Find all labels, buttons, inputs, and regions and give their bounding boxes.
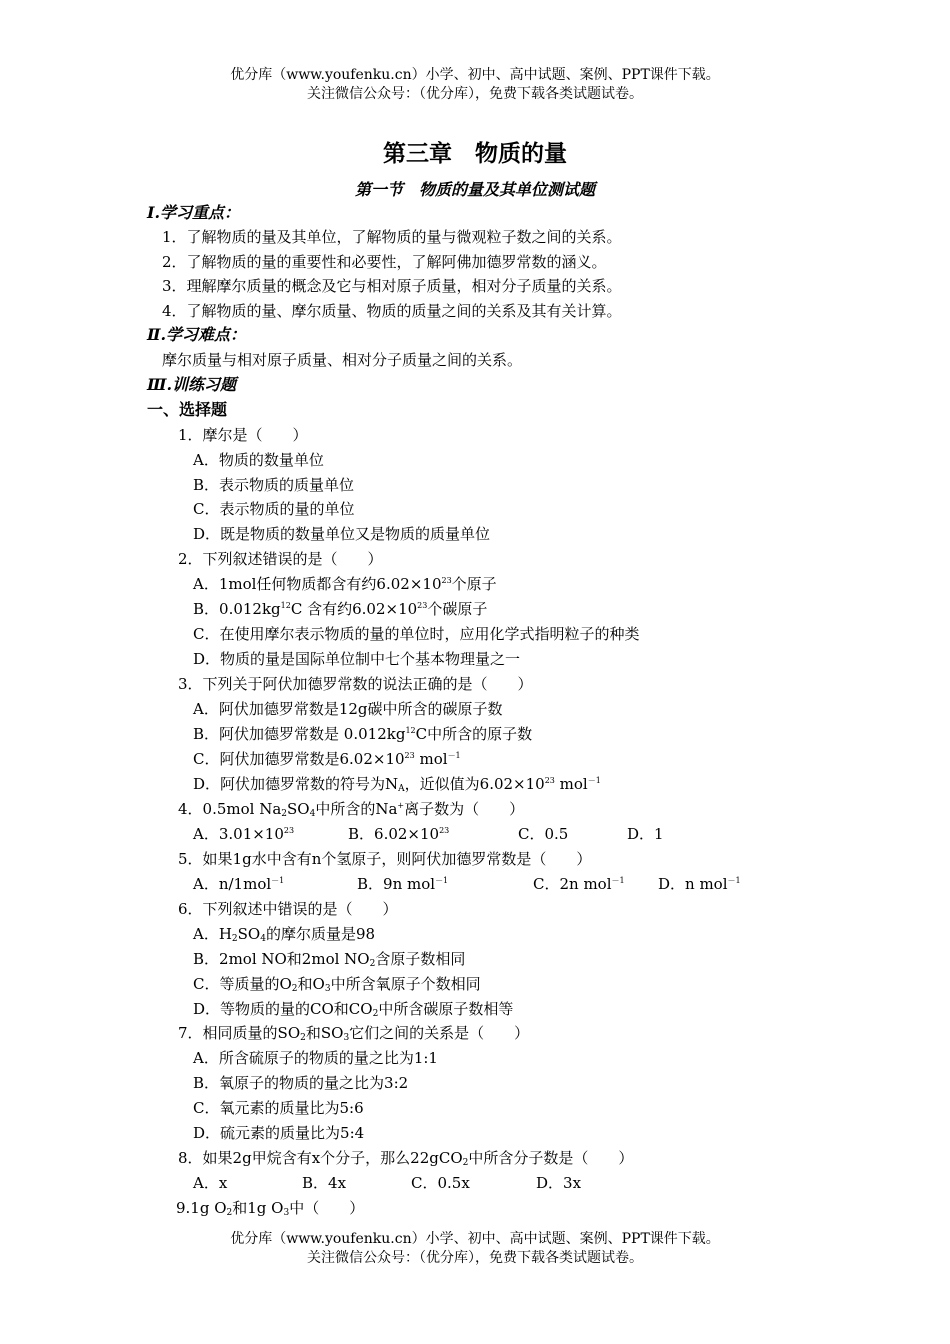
question-7-option-d: D．硫元素的质量比为5:4 [193, 1124, 365, 1142]
practice-heading: Ⅲ.训练习题 [147, 375, 237, 394]
question-6-option-a: A．$H_2SO_4$的摩尔质量是98 [193, 925, 376, 944]
question-5-option-b: B．9n mol$^{-1}$ [357, 875, 449, 893]
question-5-option-a: A．n/1mol$^{-1}$ [193, 875, 285, 893]
question-2-option-a: A．1mol任何物质都含有约$6.02\times 10^{23}$个原子 [193, 575, 497, 593]
question-9-stem: 9.1g $O_2$和1g $O_3$中（ ） [176, 1199, 365, 1218]
difficulty-text: 摩尔质量与相对原子质量、相对分子质量之间的关系。 [162, 351, 523, 369]
page-footer [0, 1230, 950, 1268]
question-1-stem: 1．摩尔是（ ） [178, 426, 308, 444]
question-8-option-d: D．3x [536, 1174, 582, 1192]
question-1-option-d: D．既是物质的数量单位又是物质的质量单位 [193, 525, 491, 543]
question-2-stem: 2．下列叙述错误的是（ ） [178, 550, 383, 568]
question-8-stem: 8．如果2g甲烷含有x个分子，那么22gCO$_2$中所含分子数是（ ） [178, 1149, 634, 1168]
question-2-option-c: C．在使用摩尔表示物质的量的单位时，应用化学式指明粒子的种类 [193, 625, 640, 643]
question-6-option-d: D．等物质的量的CO和$CO_2$中所含碳原子数相等 [193, 1000, 514, 1019]
question-5-option-c: C．2n mol$^{-1}$ [533, 875, 625, 893]
question-2-option-d: D．物质的量是国际单位制中七个基本物理量之一 [193, 650, 521, 668]
focus-item: 2．了解物质的量的重要性和必要性，了解阿佛加德罗常数的涵义。 [162, 253, 607, 271]
question-4-option-a: A．$3.01\times 10^{23}$ [193, 825, 295, 843]
question-5-stem: 5．如果1g水中含有n个氢原子，则阿伏加德罗常数是（ ） [178, 850, 592, 868]
focus-item: 1．了解物质的量及其单位，了解物质的量与微观粒子数之间的关系。 [162, 228, 622, 246]
question-5-option-d: D．n mol$^{-1}$ [658, 875, 741, 893]
question-1-option-b: B．表示物质的质量单位 [193, 476, 355, 494]
question-4-option-c: C．0.5 [518, 825, 569, 843]
question-6-option-b: B．2mol NO和2mol $NO_2$含原子数相同 [193, 950, 466, 969]
question-3-option-b: B．阿伏加德罗常数是 $0.012kg^{12}C$中所含的原子数 [193, 725, 533, 743]
question-3-option-a: A．阿伏加德罗常数是12g碳中所含的碳原子数 [193, 700, 503, 718]
question-8-option-a: A．x [193, 1174, 228, 1192]
question-7-stem: 7．相同质量的$SO_2$和$SO_3$它们之间的关系是（ ） [178, 1024, 530, 1043]
question-4-option-d: D．1 [627, 825, 664, 843]
question-6-option-c: C．等质量的$O_2$和$O_3$中所含氧原子个数相同 [193, 975, 481, 994]
question-2-option-b: B．$0.012kg^{12}C$ 含有约$6.02\times 10^{23}$个碳原子 [193, 600, 488, 618]
focus-heading: Ⅰ.学习重点： [147, 203, 241, 222]
question-4-option-b: B．$6.02\times 10^{23}$ [348, 825, 450, 843]
section-subtitle: 第一节 物质的量及其单位测试题 [354, 180, 595, 199]
question-8-option-c: C．0.5x [411, 1174, 470, 1192]
choice-heading: 一、选择题 [147, 400, 228, 419]
question-7-option-a: A．所含硫原子的物质的量之比为1:1 [193, 1049, 438, 1067]
question-3-option-c: C．阿伏加德罗常数是$6.02\times 10^{23}$ mol$^{-1}$ [193, 750, 461, 768]
focus-item: 3．理解摩尔质量的概念及它与相对原子质量，相对分子质量的关系。 [162, 277, 622, 295]
header-line-1: 优分库（www.youfenku.cn）小学、初中、高中试题、案例、PPT课件下载。 [230, 67, 720, 83]
page-header [0, 66, 950, 104]
question-8-option-b: B．4x [302, 1174, 347, 1192]
question-1-option-a: A．物质的数量单位 [193, 451, 324, 469]
question-7-option-c: C．氧元素的质量比为5:6 [193, 1099, 364, 1117]
question-7-option-b: B．氧原子的物质的量之比为3:2 [193, 1074, 409, 1092]
question-3-stem: 3．下列关于阿伏加德罗常数的说法正确的是（ ） [178, 675, 533, 693]
footer-line-2: 关注微信公众号：（优分库），免费下载各类试题试卷。 [307, 1250, 643, 1266]
question-6-stem: 6．下列叙述中错误的是（ ） [178, 900, 398, 918]
question-4-stem: 4．0.5mol $Na_2SO_4$中所含的Na+离子数为（ ） [178, 800, 525, 819]
question-1-option-c: C．表示物质的量的单位 [193, 500, 355, 518]
focus-item: 4．了解物质的量、摩尔质量、物质的质量之间的关系及其有关计算。 [162, 302, 622, 320]
footer-line-1: 优分库（www.youfenku.cn）小学、初中、高中试题、案例、PPT课件下载。 [230, 1231, 720, 1247]
question-3-option-d: D．阿伏加德罗常数的符号为$N_A$，近似值为$6.02\times 10^{23}$ mol$^{-1}$ [193, 775, 601, 794]
difficulty-heading: Ⅱ.学习难点： [147, 325, 247, 344]
header-line-2: 关注微信公众号：（优分库），免费下载各类试题试卷。 [307, 86, 643, 102]
chapter-title: 第三章 物质的量 [383, 141, 567, 167]
